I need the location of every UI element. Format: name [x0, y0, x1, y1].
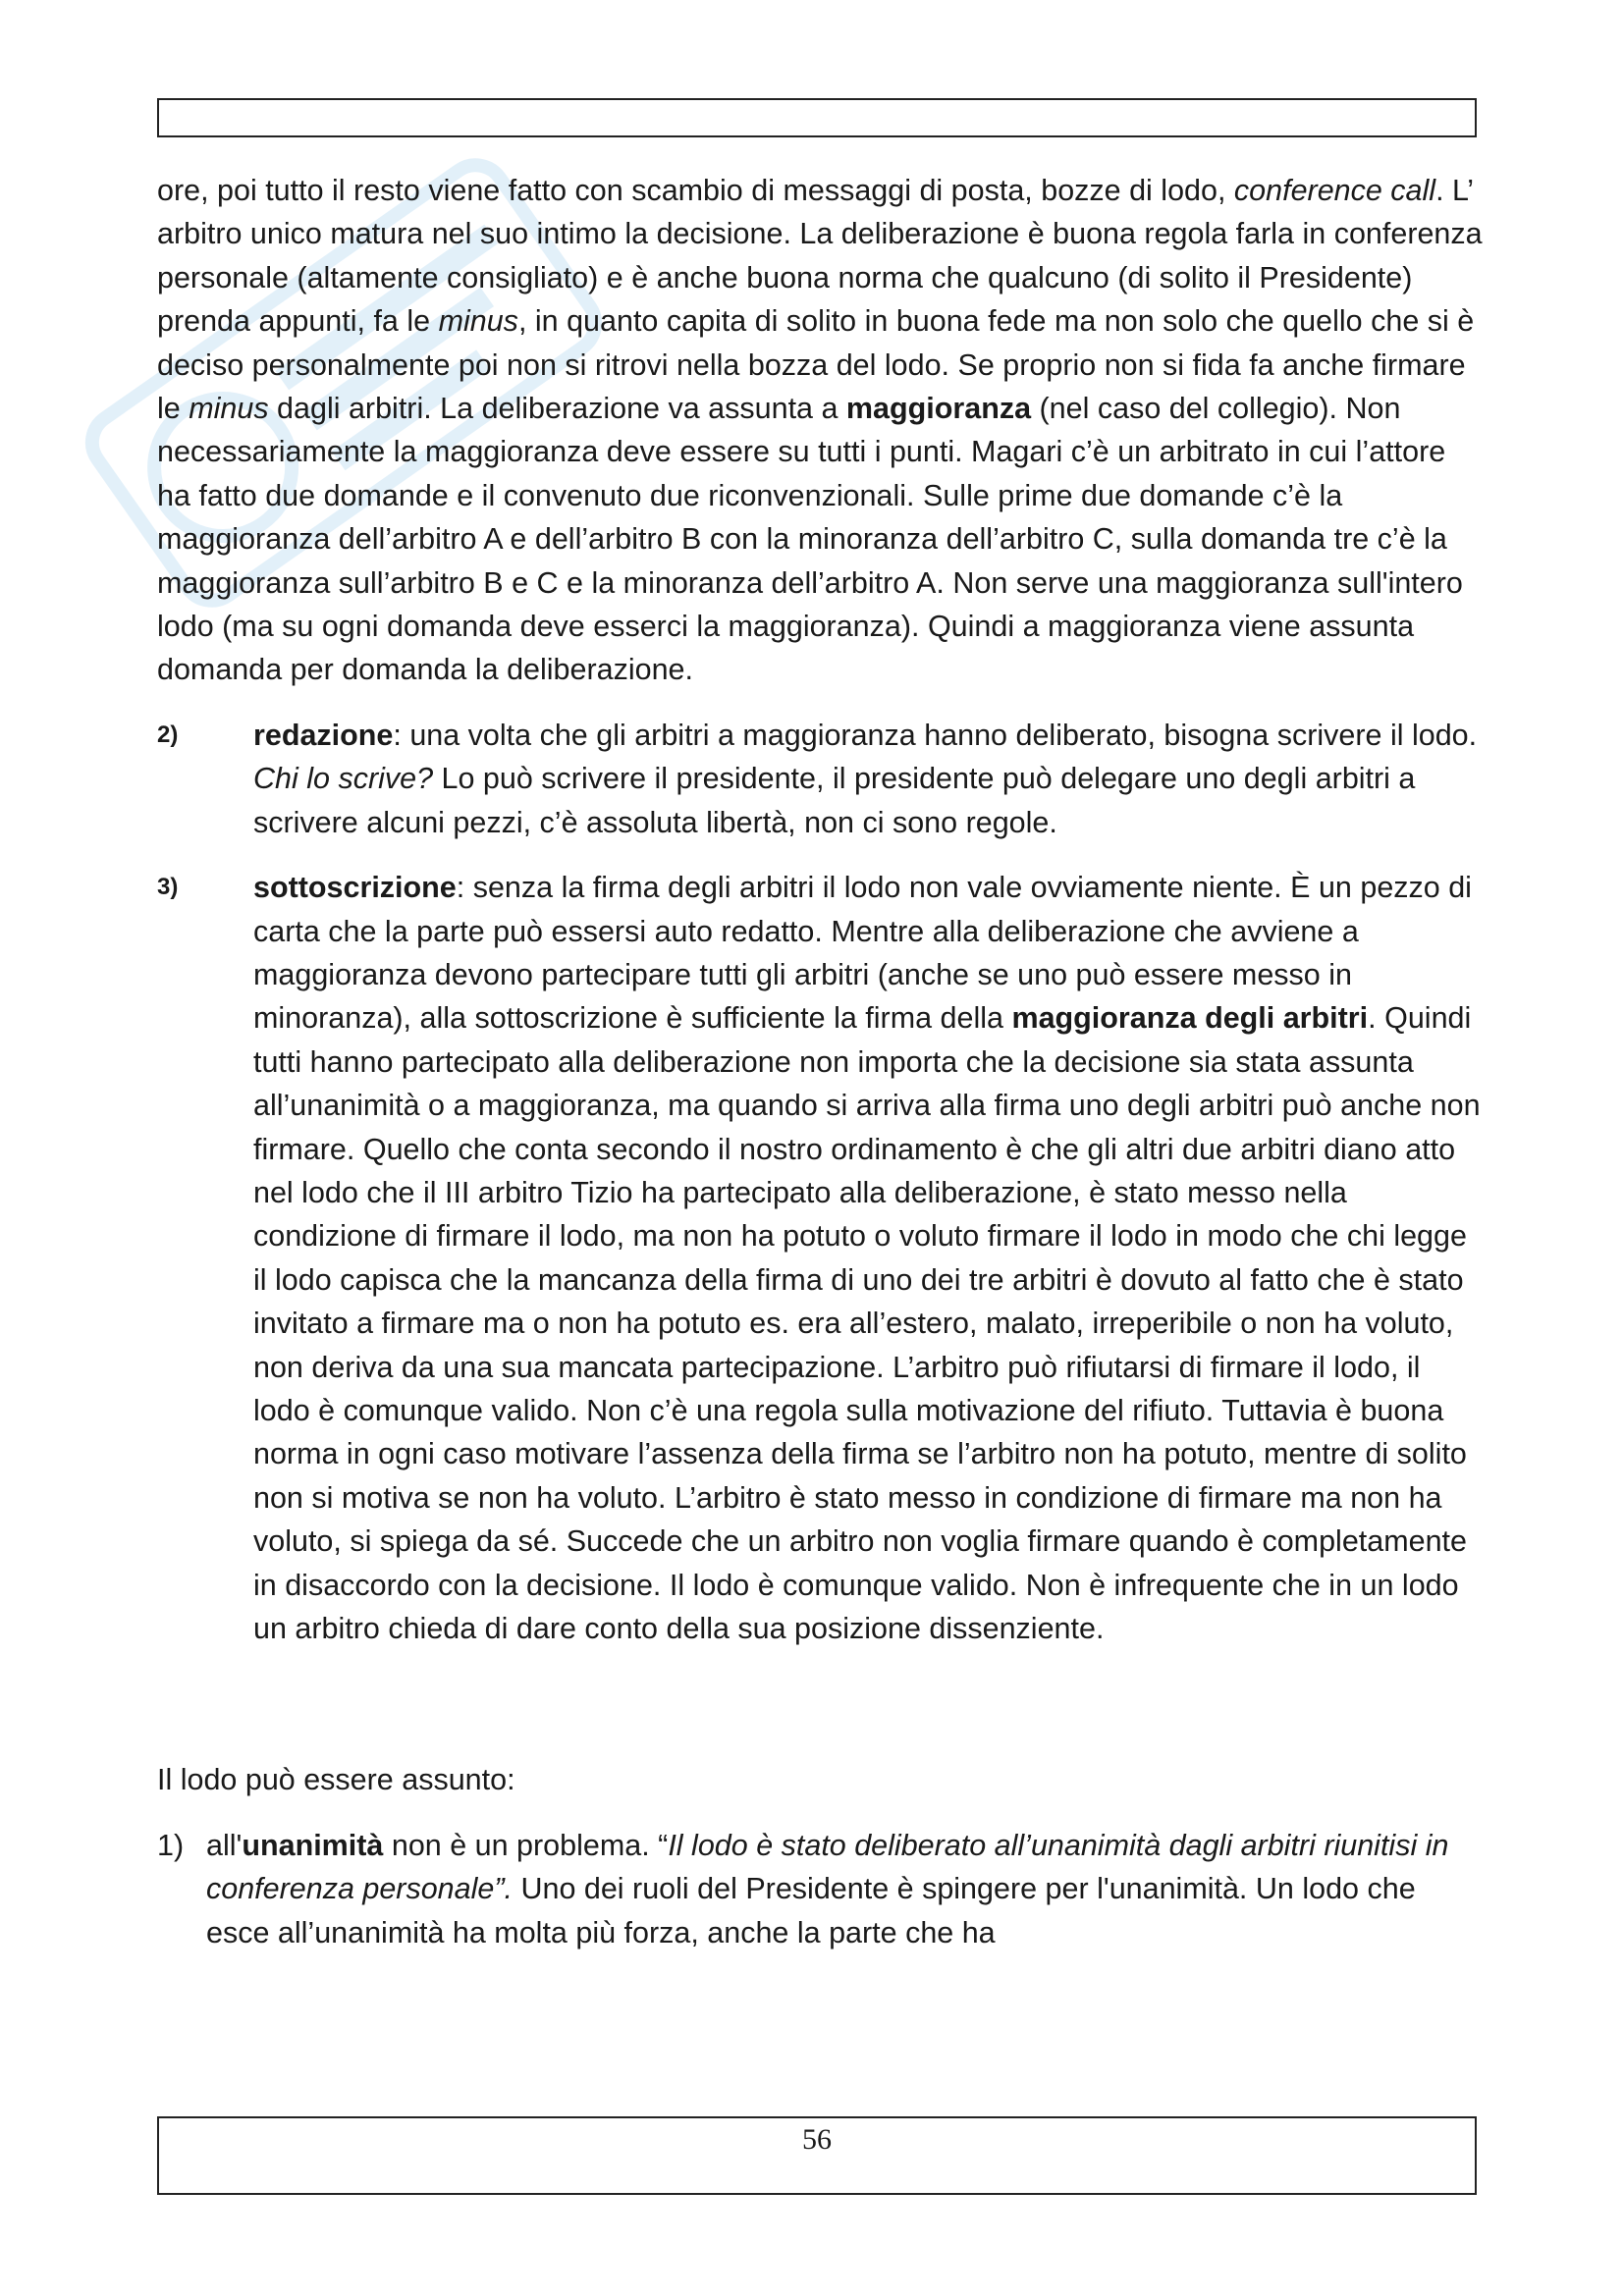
list-item-unanimita [157, 1824, 1483, 1954]
section-sottoscrizione [157, 866, 1483, 1650]
section-redazione-text: redazione: una volta che gli arbitri a maggioranza hanno deliberato, bisogna scrivere il lodo. Chi lo scrive? Lo può scrivere il presidente, il presidente può delegare uno degli arbitri a scrivere alcuni pezzi, c’è assoluta libertà, non ci sono regole. [253, 718, 1478, 839]
page-number: 56 [802, 2123, 832, 2156]
section-redazione [157, 714, 1483, 844]
page-footer-box [157, 2116, 1477, 2195]
section-number: 2) [157, 721, 179, 748]
page-header-box [157, 98, 1477, 137]
list-number: 1) [157, 1828, 185, 1862]
paragraph-intro-list: Il lodo può essere assunto: [157, 1763, 515, 1797]
paragraph-deliberazione: ore, poi tutto il resto viene fatto con scambio di messaggi di posta, bozze di lodo, conference call. L’ arbitro unico matura nel suo intimo la decisione. La deliberazione è buona regola farla in conferenza personale (altamente consigliato) e è anche buona norma che qualcuno (di solito il Presidente) prenda appunti, fa le minus, in quanto capita di solito in buona fede ma non solo che quello che si è deciso personalmente poi non si ritrovi nella bozza del lodo. Se proprio non si fida fa anche firmare le minus dagli arbitri. La deliberazione va assunta a maggioranza (nel caso del collegio). Non necessariamente la maggioranza deve essere su tutti i punti. Magari c’è un arbitrato in cui l’attore ha fatto due domande e il convenuto due riconvenzionali. Sulle prime due domande c’è la maggioranza dell’arbitro A e dell’arbitro B con la minoranza dell’arbitro C, sulla domanda tre c’è la maggioranza sull’arbitro B e C e la minoranza dell’arbitro A. Non serve una maggioranza sull'intero lodo (ma su ogni domanda deve esserci la maggioranza). Quindi a maggioranza viene assunta domanda per domanda la deliberazione. [157, 174, 1483, 687]
section-sottoscrizione-text: sottoscrizione: senza la firma degli arbitri il lodo non vale ovviamente niente. È un pezzo di carta che la parte può essersi auto redatto. Mentre alla deliberazione che avviene a maggioranza devono partecipare tutti gli arbitri (anche se uno può essere messo in minoranza), alla sottoscrizione è sufficiente la firma della maggioranza degli arbitri. Quindi tutti hanno partecipato alla deliberazione non importa che la decisione sia stata assunta all’unanimità o a maggioranza, ma quando si arriva alla firma uno degli arbitri può anche non firmare. Quello che conta secondo il nostro ordinamento è che gli altri due arbitri diano atto nel lodo che il III arbitro Tizio ha partecipato alla deliberazione, è stato messo nella condizione di firmare il lodo, ma non ha potuto o voluto firmare il lodo in modo che chi legge il lodo capisca che la mancanza della firma di uno dei tre arbitri è dovuto al fatto che è stato invitato a firmare ma o non ha potuto es. era all’estero, malato, irreperibile o non ha voluto, non deriva da una sua mancata partecipazione. L’arbitro può rifiutarsi di firmare il lodo, il lodo è comunque valido. Non c’è una regola sulla motivazione del rifiuto. Tuttavia è buona norma in ogni caso motivare l’assenza della firma se l’arbitro non ha potuto, mentre di solito non si motiva se non ha voluto. L’arbitro è stato messo in condizione di firmare ma non ha voluto, si spiega da sé. Succede che un arbitro non voglia firmare quando è completamente in disaccordo con la decisione. Il lodo è comunque valido. Non è infrequente che in un lodo un arbitro chieda di dare conto della sua posizione dissenziente. [253, 871, 1481, 1645]
section-number: 3) [157, 874, 179, 901]
document-body [157, 169, 1483, 1954]
list-item-text: all'unanimità non è un problema. “Il lodo è stato deliberato all’unanimità dagli arbitri riunitisi in conferenza personale”. Uno dei ruoli del Presidente è spingere per l'unanimità. Un lodo che esce all’unanimità ha molta più forza, anche la parte che ha [206, 1828, 1449, 1949]
